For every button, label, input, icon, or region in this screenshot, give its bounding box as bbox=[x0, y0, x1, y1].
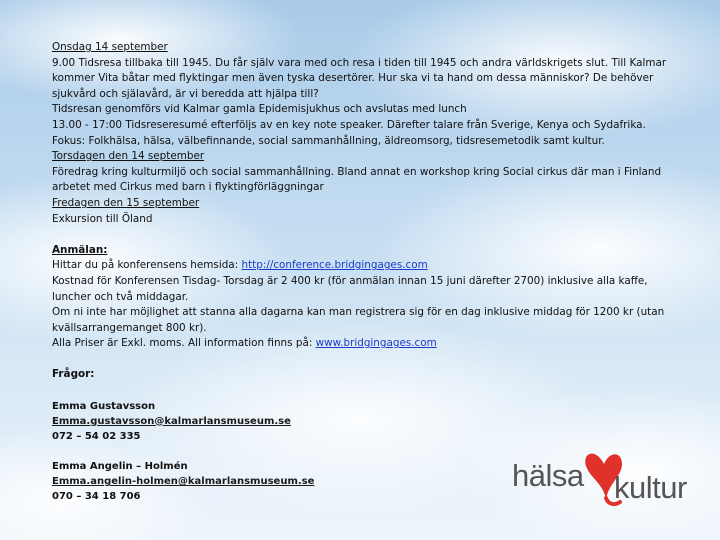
registration-info-line bbox=[52, 336, 672, 352]
registration-info-prefix: Alla Priser är Exkl. moms. All information finns på: bbox=[52, 337, 316, 350]
logo-word-kultur: kultur bbox=[614, 470, 687, 505]
contact-block-1 bbox=[52, 399, 672, 444]
halsa-kultur-logo bbox=[510, 438, 700, 510]
bridgingages-link[interactable]: www.bridgingages.com bbox=[315, 337, 437, 350]
registration-cost-text: Kostnad för Konferensen Tisdag- Torsdag är 2 400 kr (för anmälan innan 15 juni därefter 2700) inklusive alla kaffe, luncher och två middagar. bbox=[52, 274, 648, 303]
day3-heading: Fredagen den 15 september bbox=[52, 196, 200, 209]
registration-website-line bbox=[52, 258, 672, 274]
day1-focus-text: Fokus: Folkhälsa, hälsa, välbefinnande, social sammanhållning, äldreomsorg, tidsresemetodik samt kultur. bbox=[52, 134, 605, 147]
day1-location-text: Tidsresan genomförs vid Kalmar gamla Epidemisjukhus och avslutas med lunch bbox=[52, 103, 467, 116]
conference-link[interactable]: http://conference.bridgingages.com bbox=[241, 259, 428, 272]
logo-word-halsa: hälsa bbox=[512, 458, 584, 493]
contact-phone: 070 – 34 18 706 bbox=[52, 491, 141, 503]
contact-email-link[interactable]: Emma.gustavsson@kalmarlansmuseum.se bbox=[52, 415, 291, 427]
day1-afternoon-text: 13.00 - 17:00 Tidsreseresumé efterföljs av en key note speaker. Därefter talare från Sverige, Kenya och Sydafrika. bbox=[52, 118, 646, 131]
day2-heading: Torsdagen den 14 september bbox=[52, 150, 205, 163]
day3-text: Exkursion till Öland bbox=[52, 212, 153, 225]
document-body bbox=[52, 40, 672, 504]
day2-text: Föredrag kring kulturmiljö och social sammanhållning. Bland annat en workshop kring Social cirkus där man i Finland arbetet med Cirkus med barn i flyktingförläggningar bbox=[52, 165, 662, 194]
contact-phone: 072 – 54 02 335 bbox=[52, 430, 141, 442]
day1-time-travel-text: 9.00 Tidsresa tillbaka till 1945. Du får själv vara med och resa i tiden till 1945 och andra världskrigets slut. Till Kalmar kommer Vita båtar med flyktingar men även tyska desertörer. Hur ska vi ta hand om dessa människor? De behöver sjukvård och själavård, är vi beredda att hjälpa till? bbox=[52, 56, 667, 100]
registration-single-day-text: Om ni inte har möjlighet att stanna alla dagarna kan man registrera sig för en dag inklusive middag för 1200 kr (utan kvällsarrangemanget 800 kr). bbox=[52, 306, 665, 334]
contact-name: Emma Gustavsson bbox=[52, 400, 156, 412]
registration-heading: Anmälan: bbox=[52, 243, 108, 256]
registration-website-prefix: Hittar du på konferensens hemsida: bbox=[52, 259, 242, 272]
contact-name: Emma Angelin – Holmén bbox=[52, 461, 188, 473]
questions-heading: Frågor: bbox=[52, 368, 95, 381]
day1-heading: Onsdag 14 september bbox=[52, 41, 168, 53]
contact-email-link[interactable]: Emma.angelin-holmen@kalmarlansmuseum.se bbox=[52, 476, 315, 488]
